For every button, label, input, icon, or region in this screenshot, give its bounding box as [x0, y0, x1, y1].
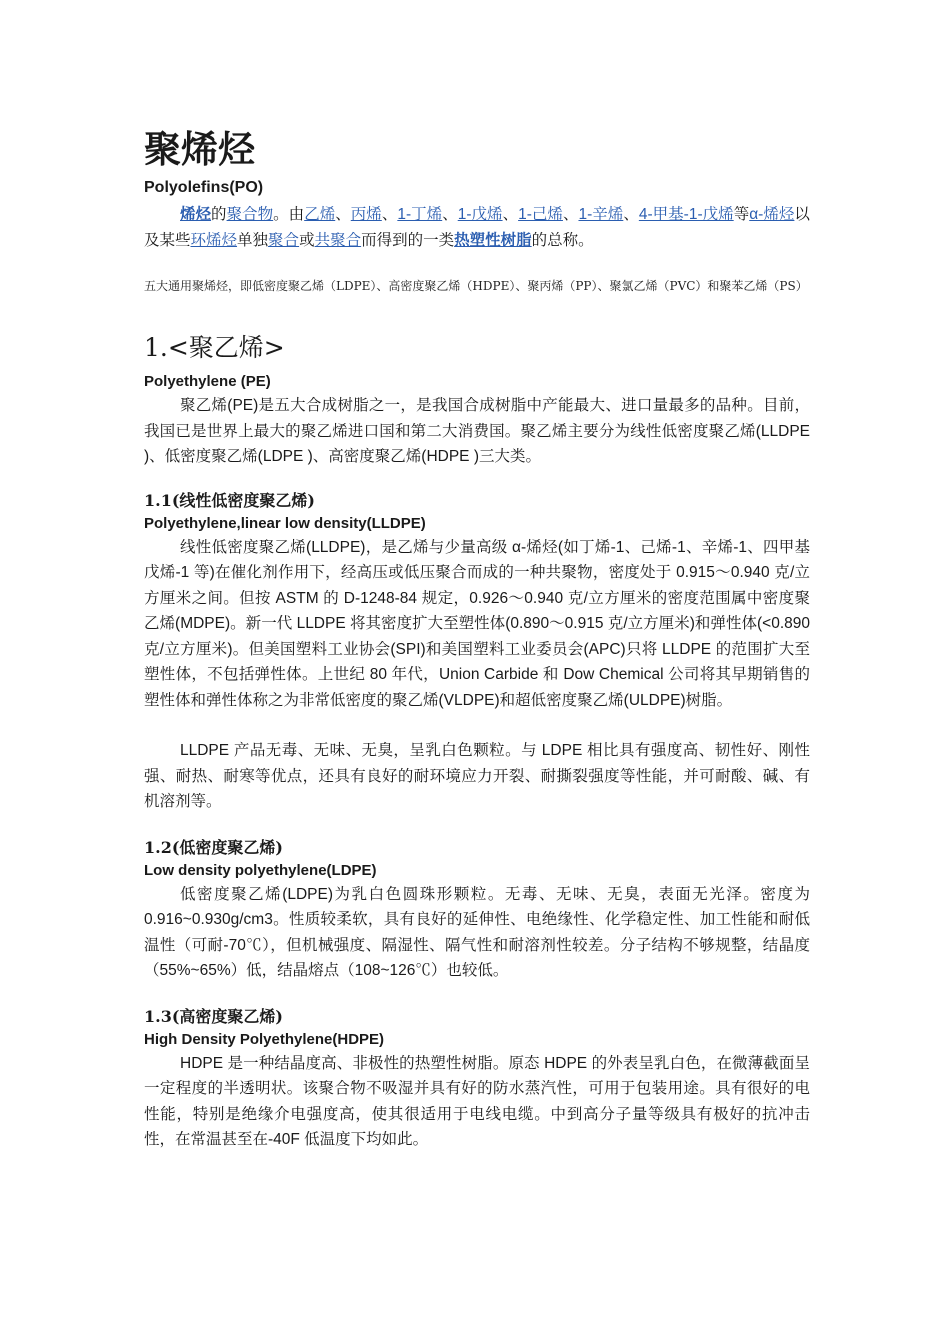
- link-1-hexene[interactable]: 1-己烯: [518, 206, 563, 223]
- link-propylene[interactable]: 丙烯: [350, 206, 382, 223]
- link-copolymerization[interactable]: 共聚合: [314, 231, 362, 249]
- link-1-pentene[interactable]: 1-戊烯: [457, 206, 503, 223]
- section-subtitle-pe: Polyethylene (PE): [144, 373, 271, 390]
- link-alpha-olefin[interactable]: α-烯烃: [749, 206, 795, 223]
- link-1-octene[interactable]: 1-辛烯: [578, 206, 624, 223]
- section-heading-ldpe: 1.2(低密度聚乙烯): [144, 837, 283, 857]
- page-title: 聚烯烃: [144, 127, 255, 171]
- section-subtitle-lldpe: Polyethylene,linear low density(LLDPE): [144, 514, 426, 532]
- section-body-lldpe-2: LLDPE 产品无毒、无味、无臭，呈乳白色颗粒。与 LDPE 相比具有强度高、韧性好、刚性强、耐热、耐寒等优点，还具有良好的耐环境应力开裂、耐撕裂强度等性能，并可耐酸、碱、有机溶剂等。: [144, 742, 810, 810]
- section-heading-lldpe: 1.1(线性低密度聚乙烯): [144, 490, 315, 510]
- link-olefin[interactable]: 烯烃: [180, 206, 212, 223]
- link-1-butene[interactable]: 1-丁烯: [397, 206, 443, 223]
- link-ethylene[interactable]: 乙烯: [304, 206, 336, 223]
- section-heading-hdpe: 1.3(高密度聚乙烯): [144, 1006, 283, 1026]
- section-heading-pe: 1.<聚乙烯>: [144, 333, 285, 362]
- section-body-ldpe: 低密度聚乙烯(LDPE)为乳白色圆珠形颗粒。无毒、无味、无臭，表面无光泽。密度为 0.916~0.930g/cm3。性质较柔软，具有良好的延伸性、电绝缘性、化学稳定性、加工性能和耐低温性（可耐-70℃），但机械强度、隔湿性、隔气性和耐溶剂性较差。分子结构不够规整，结晶度（55%~65%）低，结晶熔点（108~126℃）也较低。: [144, 885, 810, 979]
- section-body-lldpe-1: 线性低密度聚乙烯(LLDPE)，是乙烯与少量高级 α-烯烃(如丁烯-1、己烯-1、辛烯-1、四甲基戊烯-1 等)在催化剂作用下，经高压或低压聚合而成的一种共聚物，密度处于 0.915～0.940 克/立方厘米之间。但按 ASTM 的 D-1248-84 规定，0.926～0.940 克/立方厘米的密度范围属中密度聚乙烯(MDPE)。新一代 LLDPE 将其密度扩大至塑性体(0.890～0.915 克/立方厘米)和弹性体(<0.890 克/立方厘米)。但美国塑料工业协会(SPI)和美国塑料工业委员会(APC)只将 LLDPE 的范围扩大至塑性体，不包括弹性体。上世纪 80 年代，Union Carbide 和 Dow Chemical 公司将其早期销售的塑性体和弹性体称之为非常低密度的聚乙烯(VLDPE)和超低密度聚乙烯(ULDPE)树脂。: [144, 538, 810, 709]
- section-body-pe: 聚乙烯(PE)是五大合成树脂之一，是我国合成树脂中产能最大、进口量最多的品种。目前，我国已是世界上最大的聚乙烯进口国和第二大消费国。聚乙烯主要分为线性低密度聚乙烯(LLDPE )、低密度聚乙烯(LDPE )、高密度聚乙烯(HDPE )三大类。: [144, 397, 810, 465]
- section-subtitle-ldpe: Low density polyethylene(LDPE): [144, 861, 377, 879]
- note-paragraph: 五大通用聚烯烃，即低密度聚乙烯（LDPE）、高密度聚乙烯（HDPE）、聚丙烯（PP）、聚氯乙烯（PVC）和聚苯乙烯（PS）: [144, 279, 808, 293]
- link-4-methyl-1-pentene[interactable]: 4-甲基-1-戊烯: [638, 206, 734, 223]
- link-cycloolefin[interactable]: 环烯烃: [190, 231, 238, 249]
- link-polymer[interactable]: 聚合物: [226, 206, 274, 223]
- intro-paragraph: 烯烃的聚合物。由乙烯、丙烯、1-丁烯、1-戊烯、1-己烯、1-辛烯、4-甲基-1-戊烯等α-烯烃以及某些环烯烃单独聚合或共聚合而得到的一类热塑性树脂的总称。: [144, 206, 810, 249]
- link-thermoplastic-resin[interactable]: 热塑性树脂: [454, 231, 532, 249]
- section-body-hdpe: HDPE 是一种结晶度高、非极性的热塑性树脂。原态 HDPE 的外表呈乳白色，在微薄截面呈一定程度的半透明状。该聚合物不吸湿并具有好的防水蒸汽性，可用于包装用途。具有很好的电性能，特别是绝缘介电强度高，使其很适用于电线电缆。中到高分子量等级具有极好的抗冲击性，在常温甚至在-40F 低温度下均如此。: [144, 1054, 810, 1148]
- page-subtitle: Polyolefins(PO): [144, 179, 264, 196]
- link-polymerization[interactable]: 聚合: [268, 231, 300, 249]
- section-subtitle-hdpe: High Density Polyethylene(HDPE): [144, 1030, 385, 1048]
- document-page: [144, 126, 810, 1153]
